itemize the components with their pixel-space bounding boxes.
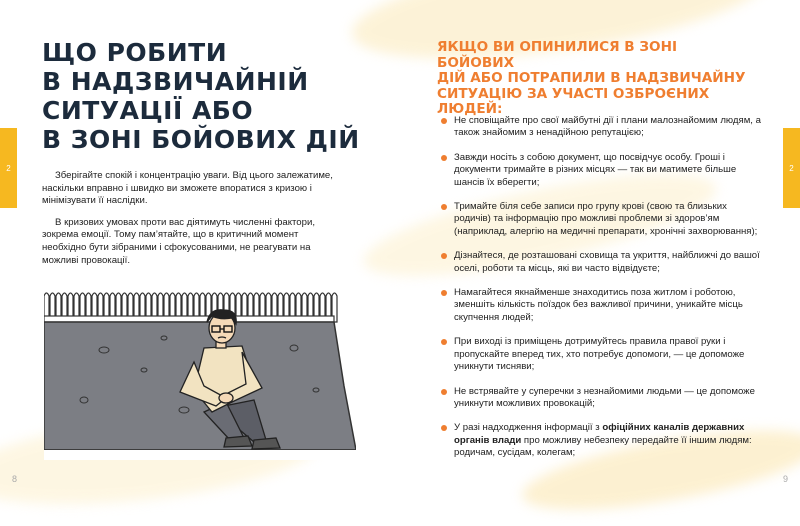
tip-text: Не встрявайте у суперечки з незнайомими людьми — це допоможе уникнути можливих провокацій; bbox=[454, 385, 755, 409]
bullet-icon bbox=[441, 253, 447, 259]
list-item bbox=[441, 115, 766, 140]
bullet-icon bbox=[441, 155, 447, 161]
left-page bbox=[0, 0, 400, 493]
title-line: В ЗОНІ БОЙОВИХ ДІЙ bbox=[42, 125, 360, 154]
list-item bbox=[441, 386, 766, 411]
heading-line: СИТУАЦІЮ ЗА УЧАСТІ ОЗБРОЄНИХ ЛЮДЕЙ: bbox=[437, 85, 710, 118]
chapter-tab-label: 2 bbox=[6, 163, 11, 173]
intro-paragraph: Зберігайте спокій і концентрацію уваги. Від цього залежатиме, наскільки вправно і швидко ви зможете впоратися з кризою і мінімізувати її наслідки. bbox=[42, 170, 333, 207]
title-line: В НАДЗВИЧАЙНІЙ bbox=[42, 67, 309, 96]
tip-text-bold: офіційних каналів державних органів влади bbox=[454, 422, 745, 446]
chapter-tab-right bbox=[783, 128, 800, 208]
safety-tips-list bbox=[441, 115, 766, 460]
tip-text: про можливу небезпеку передайте її іншим людям: родичам, сусідам, колегам; bbox=[454, 434, 752, 459]
tip-text: Тримайте біля себе записи про групу крові (свою та близьких родичів) та інформацію про можливі проблеми зі здоров’ям (наприклад, алергію на медичні препарати, хронічні захворювання); bbox=[454, 201, 758, 237]
bullet-icon bbox=[441, 339, 447, 345]
title-line: СИТУАЦІЇ АБО bbox=[42, 96, 254, 125]
tip-text: У разі надходження інформації з bbox=[454, 422, 603, 434]
bullet-icon bbox=[441, 290, 447, 296]
tip-text: Намагайтеся якнайменше знаходитись поза житлом і роботою, зменшіть кількість поїздок без важливої причини, уникайте місць скупчення людей; bbox=[454, 287, 743, 323]
page-title bbox=[42, 38, 372, 154]
bullet-icon bbox=[441, 389, 447, 395]
heading-line: ЯКЩО ВИ ОПИНИЛИСЯ В ЗОНІ БОЙОВИХ bbox=[437, 39, 678, 71]
title-line: ЩО РОБИТИ bbox=[42, 38, 228, 67]
intro-paragraph: В кризових умовах проти вас діятимуть численні фактори, зокрема емоції. Тому пам’ятайте, що в критичний момент необхідно бути зібраними і сфокусованими, не реагувати на можливі провокації. bbox=[42, 216, 316, 266]
chapter-tab-left bbox=[0, 128, 17, 208]
list-item bbox=[441, 250, 766, 275]
sitting-man-illustration bbox=[44, 290, 356, 460]
page-number-left: 8 bbox=[12, 474, 18, 484]
heading-line: ДІЙ АБО ПОТРАПИЛИ В НАДЗВИЧАЙНУ bbox=[437, 70, 746, 87]
right-page bbox=[400, 0, 800, 493]
tip-text: Дізнайтеся, де розташовані сховища та укриття, найближчі до вашої оселі, роботи та місць, які ви часто відвідуєте; bbox=[454, 250, 760, 274]
bullet-icon bbox=[441, 425, 447, 431]
chapter-tab-label: 2 bbox=[789, 163, 794, 173]
tip-text: Завжди носіть з собою документ, що посвідчує особу. Гроші і документи тримайте в різних місцях — так ви матимете більше шансів їх вберегти; bbox=[454, 151, 737, 188]
page-number-right: 9 bbox=[782, 474, 788, 484]
intro-text bbox=[42, 170, 342, 276]
list-item bbox=[441, 422, 766, 459]
tip-text: Не сповіщайте про свої майбутні дії і плани малознайомим людям, а також знайомим з ненадійною репутацією; bbox=[454, 115, 761, 139]
section-heading bbox=[437, 40, 757, 118]
bullet-icon bbox=[441, 204, 447, 210]
tip-text: При виході із приміщень дотримуйтесь правила правої руки і пропускайте вперед тих, хто потребує допомоги, — це допоможе уникнути тисняви; bbox=[454, 336, 745, 373]
list-item bbox=[441, 201, 766, 238]
bullet-icon bbox=[441, 118, 447, 124]
list-item bbox=[441, 336, 766, 373]
list-item bbox=[441, 287, 766, 324]
list-item bbox=[441, 152, 766, 189]
